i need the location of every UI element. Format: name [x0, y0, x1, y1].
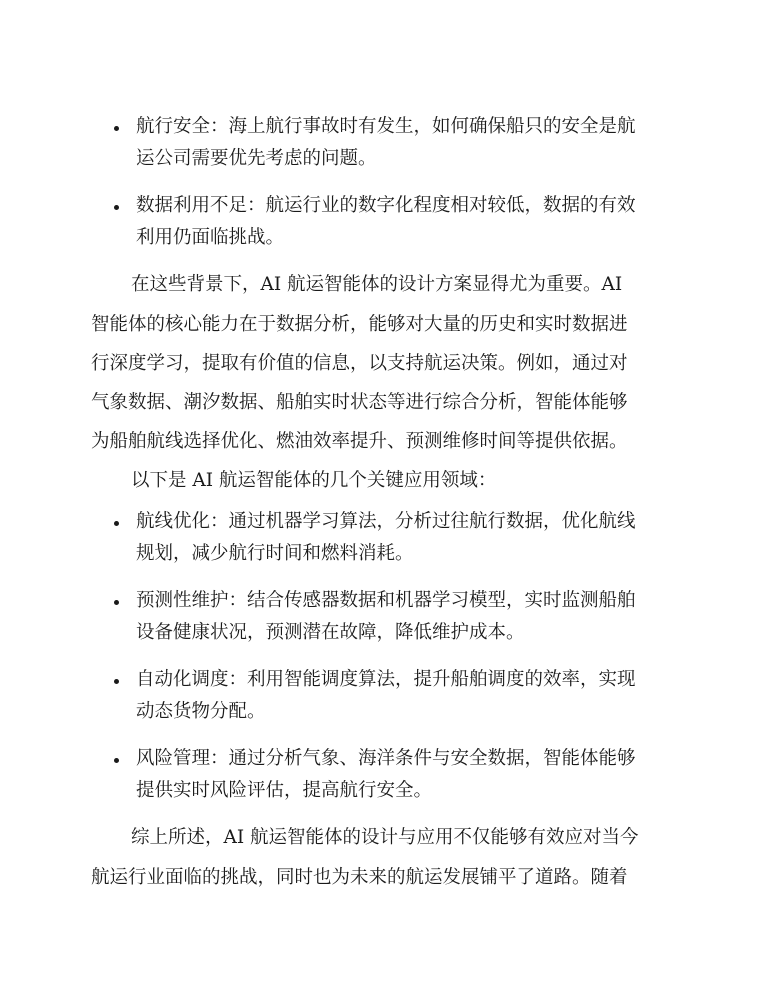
list-item-line: 规划，减少航行时间和燃料消耗。	[136, 543, 414, 564]
list-item-line: 数据利用不足：航运行业的数字化程度相对较低，数据的有效	[136, 195, 636, 216]
list-intro: 以下是 AI 航运智能体的几个关键应用领域：	[131, 470, 497, 491]
list-item-line: 运公司需要优先考虑的问题。	[136, 148, 377, 169]
list-item-line: 动态货物分配。	[136, 701, 266, 722]
list-item-line: 预测性维护：结合传感器数据和机器学习模型，实时监测船舶	[136, 590, 636, 611]
paragraph-line: 为船舶航线选择优化、燃油效率提升、预测维修时间等提供依据。	[91, 431, 628, 452]
bullet-marker	[114, 205, 119, 210]
bullet-marker	[114, 126, 119, 131]
paragraph-line: 行深度学习，提取有价值的信息，以支持航运决策。例如，通过对	[91, 353, 628, 374]
bullet-marker	[114, 600, 119, 605]
list-item-line: 利用仍面临挑战。	[136, 227, 285, 248]
paragraph-line: 在这些背景下，AI 航运智能体的设计方案显得尤为重要。AI	[131, 274, 623, 295]
paragraph-line: 航运行业面临的挑战，同时也为未来的航运发展铺平了道路。随着	[91, 867, 628, 888]
bullet-marker	[114, 679, 119, 684]
paragraph-line: 综上所述，AI 航运智能体的设计与应用不仅能够有效应对当今	[131, 827, 639, 848]
list-item-line: 自动化调度：利用智能调度算法，提升船舶调度的效率，实现	[136, 669, 636, 690]
list-item-line: 航线优化：通过机器学习算法，分析过往航行数据，优化航线	[136, 511, 636, 532]
list-item-line: 设备健康状况，预测潜在故障，降低维护成本。	[136, 622, 525, 643]
bullet-marker	[114, 521, 119, 526]
list-item-line: 提供实时风险评估，提高航行安全。	[136, 780, 433, 801]
bullet-marker	[114, 758, 119, 763]
paragraph-line: 气象数据、潮汐数据、船舶实时状态等进行综合分析，智能体能够	[91, 392, 628, 413]
paragraph-line: 智能体的核心能力在于数据分析，能够对大量的历史和实时数据进	[91, 314, 628, 335]
list-item-line: 航行安全：海上航行事故时有发生，如何确保船只的安全是航	[136, 116, 636, 137]
list-item-line: 风险管理：通过分析气象、海洋条件与安全数据，智能体能够	[136, 748, 636, 769]
